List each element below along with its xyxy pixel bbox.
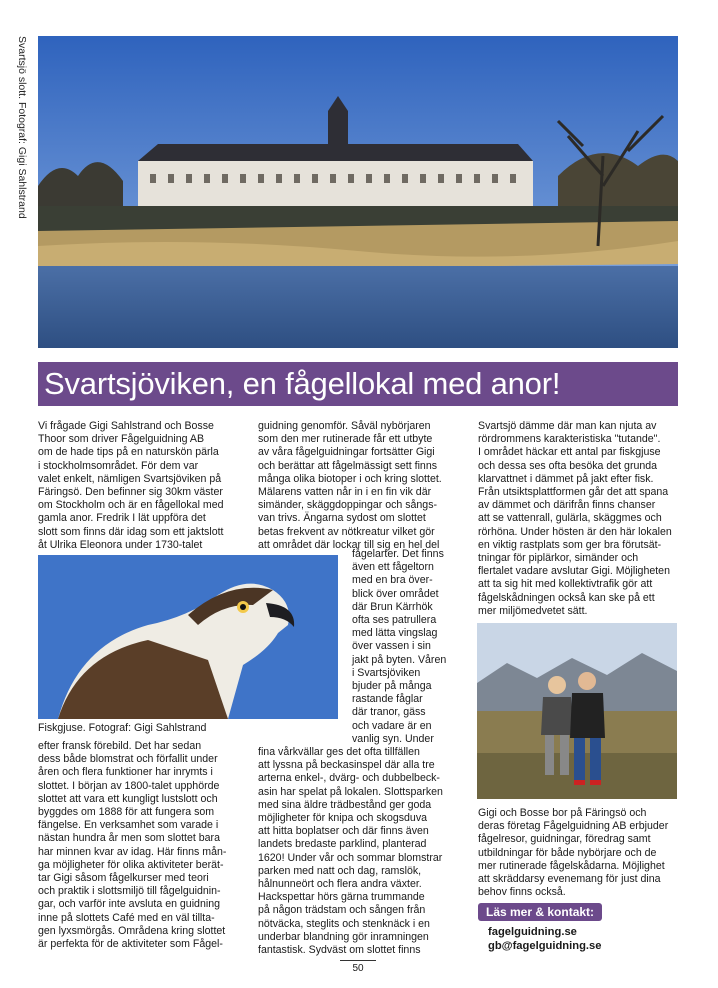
text-line: att skräddarsy evenemang för just dina (478, 873, 661, 886)
text-line: fågelskådningen också kan ske på ett (478, 591, 655, 604)
text-line: asin har spelat på lokalen. Slottsparken (258, 785, 443, 798)
contact-heading: Läs mer & kontakt: (478, 903, 602, 921)
text-line: och dessa ses ofta besöka det grunda (478, 459, 658, 472)
text-line: att ta sig hit med kollektivtrafik gör att (478, 578, 653, 591)
text-line: slott som finns där idag som ett jaktslott (38, 525, 224, 538)
text-line: åt Ulrika Eleonora under 1730-talet (38, 538, 203, 551)
text-line: med en bra över- (352, 574, 433, 587)
text-line: parken med natt och dag, ramslök, (258, 864, 422, 877)
text-line: Thoor som driver Fågelguidning AB (38, 433, 205, 446)
osprey-caption: Fiskgjuse. Fotograf: Gigi Sahlstrand (38, 722, 207, 734)
text-line: fängelse. En verksamhet som varade i (38, 819, 219, 832)
text-line: där tranor, gäss (352, 706, 426, 719)
text-line: många olika biotoper i och kring slottet. (258, 472, 442, 485)
column2-narrow (352, 548, 480, 746)
page-number: 50 (340, 960, 376, 974)
text-line: fina vårkvällar ges det ofta tillfällen (258, 746, 420, 758)
text-line: åren och flera funktioner har inrymts i (38, 766, 213, 779)
text-line: av våra fågelguidningar fortsätter Gigi (258, 446, 435, 459)
column3-intro (478, 420, 683, 618)
text-line: som den mer rutinerade får ett utbyte (258, 433, 433, 446)
text-line: om Stockholm och är en fågellokal med (38, 499, 224, 512)
text-line: mer rutinerade fågelskådarna. Möjlighet (478, 859, 665, 872)
guides-caption (478, 807, 683, 899)
castle-photo (38, 36, 678, 348)
text-line: tningar för piplärkor, simänder och (478, 552, 639, 565)
text-line: gar, och varför inte avsluta en guidning (38, 898, 220, 911)
text-line: Gigi och Bosse bor på Färingsö och (478, 807, 647, 819)
text-line: bjuder på många (352, 680, 432, 693)
text-line: på någon trädstam och sången från (258, 904, 426, 917)
text-line: simänder, skäggdoppingar och sångs- (258, 499, 438, 512)
text-line: fågelarter. Det finns (352, 548, 444, 560)
text-line: rastande fåglar (352, 693, 423, 706)
text-line: I området häckar ett antal par fiskgjuse (478, 446, 661, 459)
text-line: och vadare är en (352, 719, 432, 732)
text-line: nötväcka, steglits och stenknäck i en (258, 917, 430, 930)
text-line: ga möjligheter för olika aktiviteter berät- (38, 858, 224, 871)
column2-intro (258, 420, 480, 552)
text-line: nästan hundra år men som slottet bara (38, 832, 220, 845)
text-line: jakt på byten. Våren (352, 653, 447, 666)
text-line: fågelresor, guidningar, föredrag samt (478, 833, 651, 846)
text-line: vanlig syn. Under (352, 732, 434, 745)
text-line: Färingsö. Den befinner sig 30km väster (38, 486, 223, 499)
contact-website-link[interactable]: fagelguidning.se (488, 926, 577, 938)
text-line: Svartsjö dämme där man kan njuta av (478, 420, 657, 432)
text-line: valet enkelt, nämligen Svartsjöviken på (38, 472, 222, 485)
column2-continued (258, 746, 480, 957)
text-line: utbildningar för både nybörjare och de (478, 846, 657, 859)
osprey-photo (38, 555, 338, 719)
text-line: att lyssna på beckasinspel där alla tre (258, 759, 435, 772)
text-line: efter fransk förebild. Det har sedan (38, 740, 202, 752)
text-line: rördrommens karakteristiska "tutande". (478, 433, 661, 446)
text-line: tar Gigi såsom fågelkurser med teori (38, 872, 209, 885)
text-line: i stockholmsområdet. För dem var (38, 459, 199, 472)
text-line: underbar blandning gör inramningen (258, 930, 429, 943)
text-line: och praktik i slottsmiljö till fågelguidnin- (38, 885, 221, 898)
text-line: Mälarens vatten når in i en fin vik där (258, 486, 432, 499)
text-line: flertalet vadare avslutar Gigi. Möjligheten (478, 565, 670, 578)
text-line: fantastisk. Sydväst om slottet finns (258, 944, 421, 957)
text-line: 1620! Under vår och sommar blomstrar (258, 851, 443, 864)
text-line: är perfekta för de aktiviteter som Fågel- (38, 938, 223, 951)
text-line: blick över området (352, 587, 439, 600)
text-line: även ett fågeltorn (352, 561, 434, 574)
text-line: att hitta boplatser och där finns även (258, 825, 429, 838)
text-line: att området där lockar till sig en hel del (258, 538, 440, 551)
text-line: slottet. I början av 1800-talet upphörde (38, 779, 220, 792)
text-line: ofta ses patrullera (352, 614, 437, 627)
text-line: inne på slottets Café med en väl tillta- (38, 911, 215, 924)
text-line: klarvattnet i dämmet på jakt efter fisk. (478, 472, 654, 485)
text-line: om de hade tips på en naturskön pärla (38, 446, 219, 459)
hero-photo-credit: Svartsjö slott. Fotograf: Gigi Sahlstrand (16, 36, 28, 219)
text-line: möjligheter för knipa och skogsduva (258, 812, 428, 825)
text-line: betas frekvent av nötkreatur vilket gör (258, 525, 435, 538)
text-line: dess både blomstrat och förfallit under (38, 753, 218, 766)
text-line: gamla anor. Fredrik I lät uppföra det (38, 512, 206, 525)
contact-email-link[interactable]: gb@fagelguidning.se (488, 940, 602, 952)
text-line: en viktig rastplats som ger bra förutsät- (478, 538, 662, 551)
text-line: guidning genomför. Såväl nybörjaren (258, 420, 431, 432)
text-line: och berättar att fågelmässigt sett finns (258, 459, 438, 472)
text-line: behov finns också. (478, 886, 566, 899)
text-line: landets bredaste parklind, planterad (258, 838, 427, 851)
text-line: mer miljömedvetet sätt. (478, 604, 588, 617)
text-line: gen lyxsmörgås. Områdena kring slottet (38, 924, 226, 937)
text-line: hålnunneört och flera andra växter. (258, 878, 422, 891)
text-line: Vi frågade Gigi Sahlstrand och Bosse (38, 420, 214, 432)
text-line: har minnen kvar av idag. Här finns mån- (38, 845, 227, 858)
text-line: över vassen i sin (352, 640, 431, 653)
text-line: slottet att vara ett kungligt lustslott och (38, 792, 218, 805)
text-line: att se vattenrall, gulärla, skäggmes och (478, 512, 662, 525)
text-line: byggdes om 1888 för att fungera som (38, 806, 215, 819)
text-line: i Svartsjöviken (352, 666, 421, 679)
text-line: van trivs. Ängarna sydost om slottet (258, 512, 426, 525)
text-line: deras företag Fågelguidning AB erbjuder (478, 820, 669, 833)
text-line: där Brun Kärrhök (352, 600, 433, 613)
text-line: med sina äldre trädbestånd ger goda (258, 798, 432, 811)
article-title: Svartsjöviken, en fågellokal med anor! (38, 362, 678, 406)
guides-photo (477, 623, 677, 799)
text-line: arterna enkel-, dvärg- och dubbelbeck- (258, 772, 440, 785)
column1-intro (38, 420, 258, 552)
text-line: av dämmet och därifrån finns chanser (478, 499, 656, 512)
text-line: Hackspettar hörs gärna trummande (258, 891, 425, 904)
text-line: rörhöna. Under hösten är den här lokalen (478, 525, 672, 538)
text-line: Från utsiktsplattformen går det att spana (478, 486, 669, 499)
column1-continued (38, 740, 258, 951)
text-line: med lätta vingslag (352, 627, 438, 640)
